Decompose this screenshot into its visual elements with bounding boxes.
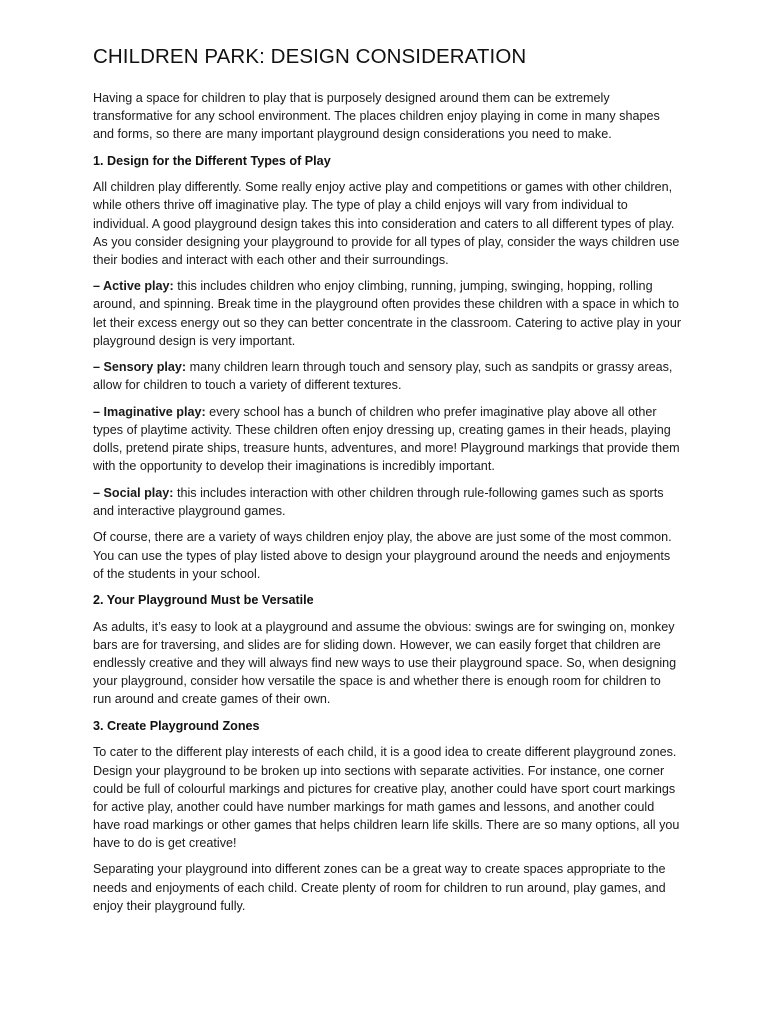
social-play-item — [93, 484, 682, 520]
section-3-body: To cater to the different play interests of each child, it is a good idea to create different playground zones. Design your playground to be broken up into sections with separate activities. For instance, one corner could be full of colourful markings and pictures for creative play, another could have sport court markings for active play, another could have number markings for math games and lessons, and another could have road markings or other games that helps children learn life skills. There are so many options, all you have to do is get creative! — [93, 745, 680, 850]
section-2-body: As adults, it’s easy to look at a playground and assume the obvious: swings are for swinging on, monkey bars are for traversing, and slides are for sliding down. However, we can easily forget that children are endlessly creative and they will always find new ways to use their playground space. So, when designing your playground, consider how versatile the space is and whether there is enough room for children to run around and create games of their own. — [93, 619, 677, 707]
imaginative-play-item — [93, 403, 682, 475]
imaginative-play-lead: – Imaginative play: — [93, 404, 206, 419]
section-3-heading: 3. Create Playground Zones — [93, 718, 260, 733]
page-title: CHILDREN PARK: DESIGN CONSIDERATION — [93, 45, 527, 68]
sensory-play-text: many children learn through touch and sensory play, such as sandpits or grassy areas, allow for children to touch a variety of different textures. — [93, 360, 673, 393]
section-1-closing: Of course, there are a variety of ways children enjoy play, the above are just some of the most common. You can use the types of play listed above to design your playground around the needs and enjoyments of the students in your school. — [93, 530, 672, 581]
section-3-closing: Separating your playground into different zones can be a great way to create spaces appropriate to the needs and enjoyments of each child. Create plenty of room for children to run around, play games, and enjoy their playground fully. — [93, 862, 666, 913]
active-play-item — [93, 277, 682, 349]
imaginative-play-text: every school has a bunch of children who prefer imaginative play above all other types of playtime activity. These children often enjoy dressing up, creating games in their heads, playing dolls, pretend pirate ships, treasure hunts, adventures, and more! Playground markings that provide them with the opportunity to develop their imaginations is incredibly important. — [93, 404, 680, 474]
sensory-play-item — [93, 358, 682, 394]
active-play-text: this includes children who enjoy climbing, running, jumping, swinging, hopping, rolling around, and spinning. Break time in the playground often provides these children with a space in which to let their excess energy out so they can better concentrate in the classroom. Catering to active play in your playground design is very important. — [93, 279, 682, 348]
social-play-lead: – Social play: — [93, 485, 174, 500]
section-1-heading: 1. Design for the Different Types of Play — [93, 153, 331, 168]
section-1-body: All children play differently. Some really enjoy active play and competitions or games with other children, while others thrive off imaginative play. The type of play a child enjoys will vary from individual to individual. A good playground design takes this into consideration and caters to all different types of play. As you consider designing your playground to provide for all types of play, consider the ways children use their bodies and interact with each other and their surroundings. — [93, 180, 680, 267]
sensory-play-lead: – Sensory play: — [93, 360, 187, 375]
social-play-text: this includes interaction with other children through rule-following games such as sports and interactive playground games. — [93, 485, 664, 518]
section-2-heading: 2. Your Playground Must be Versatile — [93, 593, 314, 608]
intro-paragraph: Having a space for children to play that is purposely designed around them can be extremely transformative for any school environment. The places children enjoy playing in come in many shapes and forms, so there are many important playground design considerations you need to make. — [93, 91, 660, 142]
active-play-lead: – Active play: — [93, 279, 174, 294]
